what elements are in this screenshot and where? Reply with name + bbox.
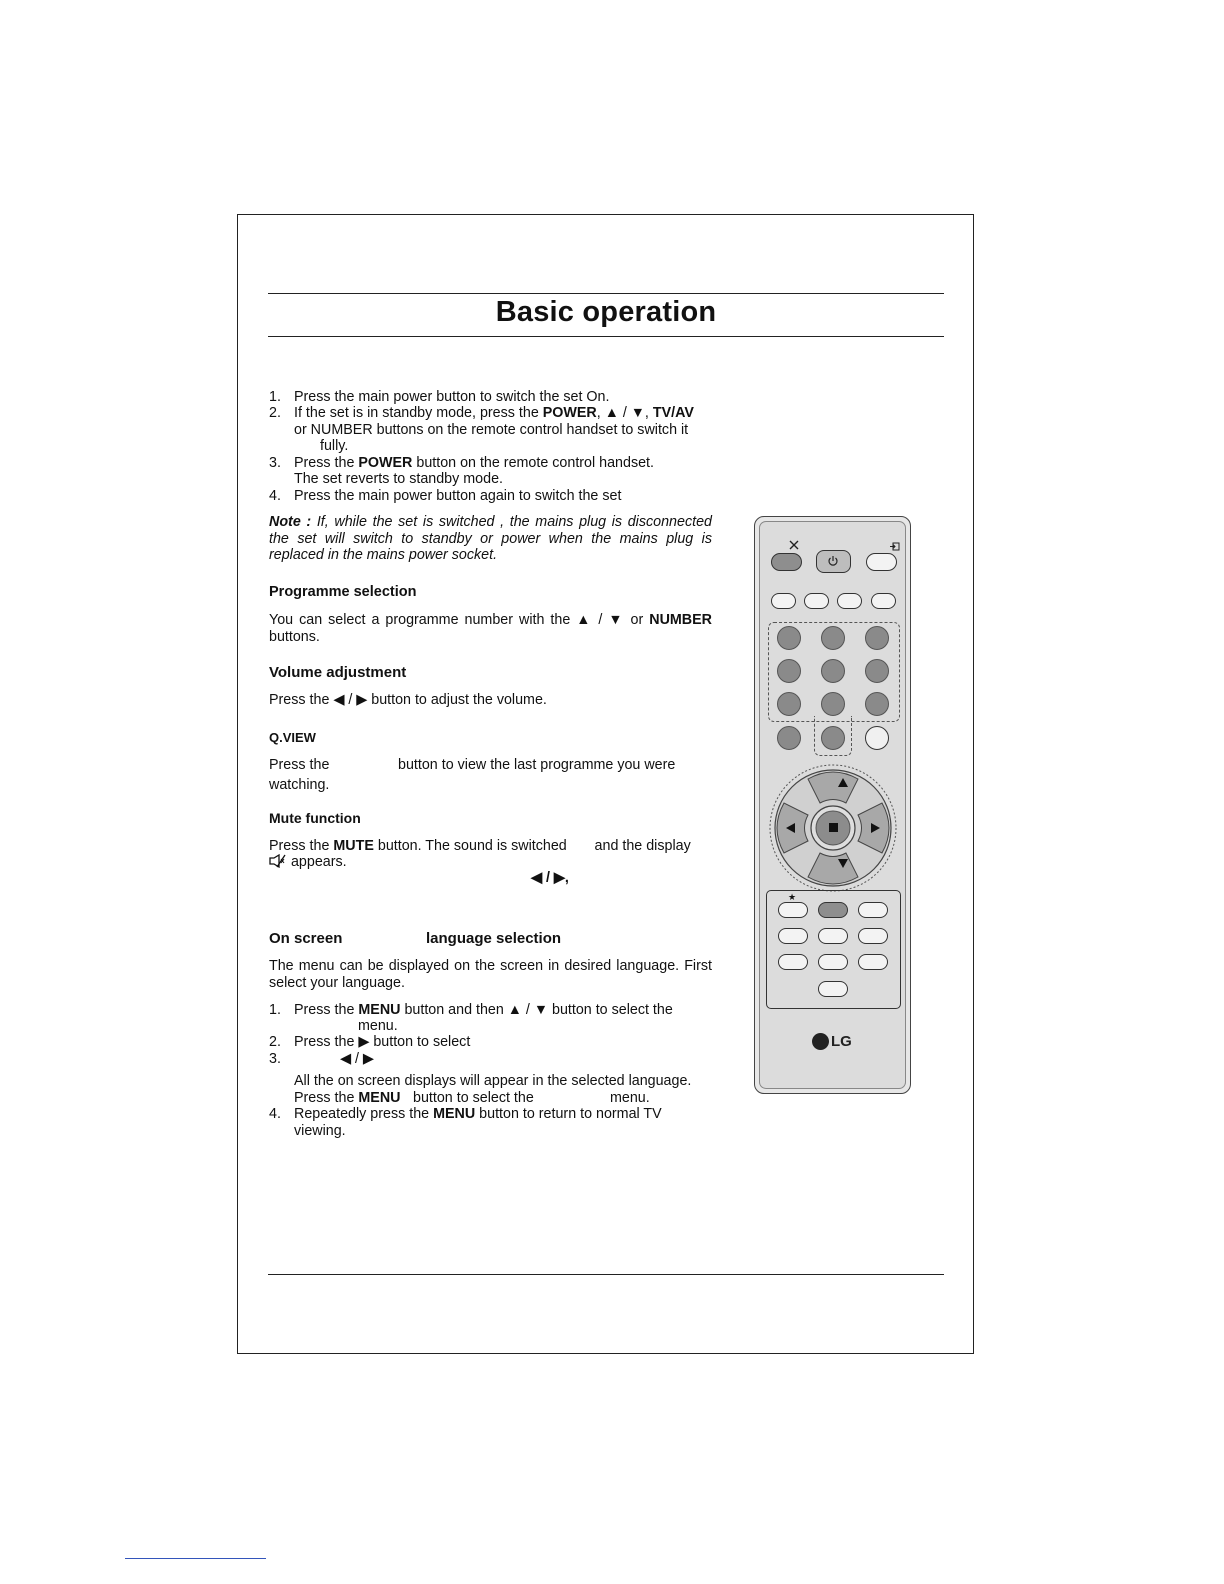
- number-button-1[interactable]: [777, 626, 801, 650]
- lg-logo-text: LG: [831, 1032, 852, 1050]
- up-arrow-icon[interactable]: [838, 778, 848, 787]
- number-button-3[interactable]: [865, 626, 889, 650]
- input-icon: [890, 542, 900, 554]
- mute-text-line: appears.: [269, 854, 712, 871]
- number-button-2[interactable]: [821, 626, 845, 650]
- right-arrow-icon[interactable]: [871, 823, 880, 833]
- lower-button-10[interactable]: [818, 981, 848, 997]
- number-button-7[interactable]: [777, 692, 801, 716]
- qview-text-c: watching.: [269, 777, 330, 793]
- step-text: Press the MENU button and then ▲ / ▼ button to select the: [294, 1002, 673, 1018]
- qview-text-a: Press the: [269, 757, 330, 773]
- step-number: 3.: [269, 1051, 281, 1067]
- function-button-2[interactable]: [804, 593, 829, 609]
- programme-heading: Programme selection: [269, 584, 417, 600]
- step-text: ◀ / ▶: [340, 1051, 374, 1067]
- lower-button-6[interactable]: [858, 928, 888, 944]
- step-text: Press the main power button to switch the set On.: [294, 389, 610, 405]
- step-text-line: menu.: [610, 1090, 650, 1106]
- lower-button-7[interactable]: [778, 954, 808, 970]
- mute-text-arrows: ◀ / ▶,: [531, 870, 569, 886]
- language-heading-b: language selection: [426, 930, 562, 947]
- step-text: Press the POWER button on the remote control handset.: [294, 455, 655, 471]
- number-button-9[interactable]: [865, 692, 889, 716]
- input-button[interactable]: [866, 553, 897, 571]
- step-text-line: button to select the: [413, 1090, 534, 1106]
- number-button-8[interactable]: [821, 692, 845, 716]
- step-text: If the set is in standby mode, press the POWER, ▲ / ▼, TV/AV: [294, 405, 694, 421]
- step-text-line: or NUMBER buttons on the remote control handset to switch it: [294, 422, 689, 438]
- list-button[interactable]: [777, 726, 801, 750]
- number-button-5[interactable]: [821, 659, 845, 683]
- page-title: Basic operation: [495, 296, 717, 328]
- step-text-line: fully.: [320, 438, 349, 454]
- lower-button-5[interactable]: [818, 928, 848, 944]
- lg-logo: [812, 1031, 852, 1051]
- function-button-4[interactable]: [871, 593, 896, 609]
- mute-icon: [269, 854, 287, 868]
- step-text-line: Press the MENU: [294, 1090, 401, 1106]
- programme-text: You can select a programme number with the ▲ / ▼ or NUMBER buttons.: [269, 612, 712, 645]
- step-text-line: All the on screen displays will appear in the selected language.: [294, 1073, 692, 1089]
- title-rule-bottom: [268, 336, 944, 337]
- function-button-3[interactable]: [837, 593, 862, 609]
- note: Note : If, while the set is switched , the mains plug is disconnected the set will switch to standby or power when the mains plug is replaced in the mains power socket.: [269, 514, 712, 563]
- lower-button-3[interactable]: [858, 902, 888, 918]
- lower-button-2[interactable]: [818, 902, 848, 918]
- mute-heading: Mute function: [269, 810, 361, 826]
- step-number: 3.: [269, 455, 281, 471]
- language-heading-a: On screen: [269, 930, 343, 947]
- step-text-line: viewing.: [294, 1123, 346, 1139]
- power-button[interactable]: [816, 550, 851, 573]
- qview-button[interactable]: [865, 726, 889, 750]
- footer-rule: [268, 1274, 944, 1275]
- down-arrow-icon[interactable]: [838, 859, 848, 868]
- lower-button-4[interactable]: [778, 928, 808, 944]
- number-button-6[interactable]: [865, 659, 889, 683]
- volume-heading: Volume adjustment: [269, 664, 407, 681]
- step-text: Press the ▶ button to select: [294, 1034, 471, 1050]
- power-icon: [827, 555, 839, 567]
- step-text: Repeatedly press the MENU button to return to normal TV: [294, 1106, 662, 1122]
- star-icon: ★: [788, 892, 797, 902]
- function-button-1[interactable]: [771, 593, 796, 609]
- step-text-line: menu.: [358, 1018, 398, 1034]
- footer-link-underline: [125, 1558, 266, 1559]
- qview-text-b: button to view the last programme you were: [398, 757, 676, 773]
- remote-control-illustration: [754, 516, 913, 1096]
- step-number: 1.: [269, 389, 281, 405]
- title-rule-top: [268, 293, 944, 294]
- left-arrow-icon[interactable]: [786, 823, 795, 833]
- volume-text: Press the ◀ / ▶ button to adjust the volume.: [269, 692, 547, 708]
- mute-label-icon: [789, 540, 799, 553]
- lower-button-9[interactable]: [858, 954, 888, 970]
- step-text-line: The set reverts to standby mode.: [294, 471, 503, 487]
- step-number: 2.: [269, 405, 281, 421]
- ok-icon[interactable]: [829, 823, 838, 832]
- mute-text: Press the MUTE button. The sound is switched and the display: [269, 838, 691, 854]
- number-button-4[interactable]: [777, 659, 801, 683]
- number-button-0[interactable]: [821, 726, 845, 750]
- mute-button[interactable]: [771, 553, 802, 571]
- lower-button-8[interactable]: [818, 954, 848, 970]
- step-number: 4.: [269, 488, 281, 504]
- lg-logo-circle: [812, 1033, 829, 1050]
- step-number: 1.: [269, 1002, 281, 1018]
- lower-button-1[interactable]: [778, 902, 808, 918]
- step-number: 4.: [269, 1106, 281, 1122]
- language-intro: The menu can be displayed on the screen in desired language. First select your language.: [269, 958, 712, 991]
- qview-heading: Q.VIEW: [269, 730, 316, 745]
- step-text: Press the main power button again to switch the set: [294, 488, 622, 504]
- step-number: 2.: [269, 1034, 281, 1050]
